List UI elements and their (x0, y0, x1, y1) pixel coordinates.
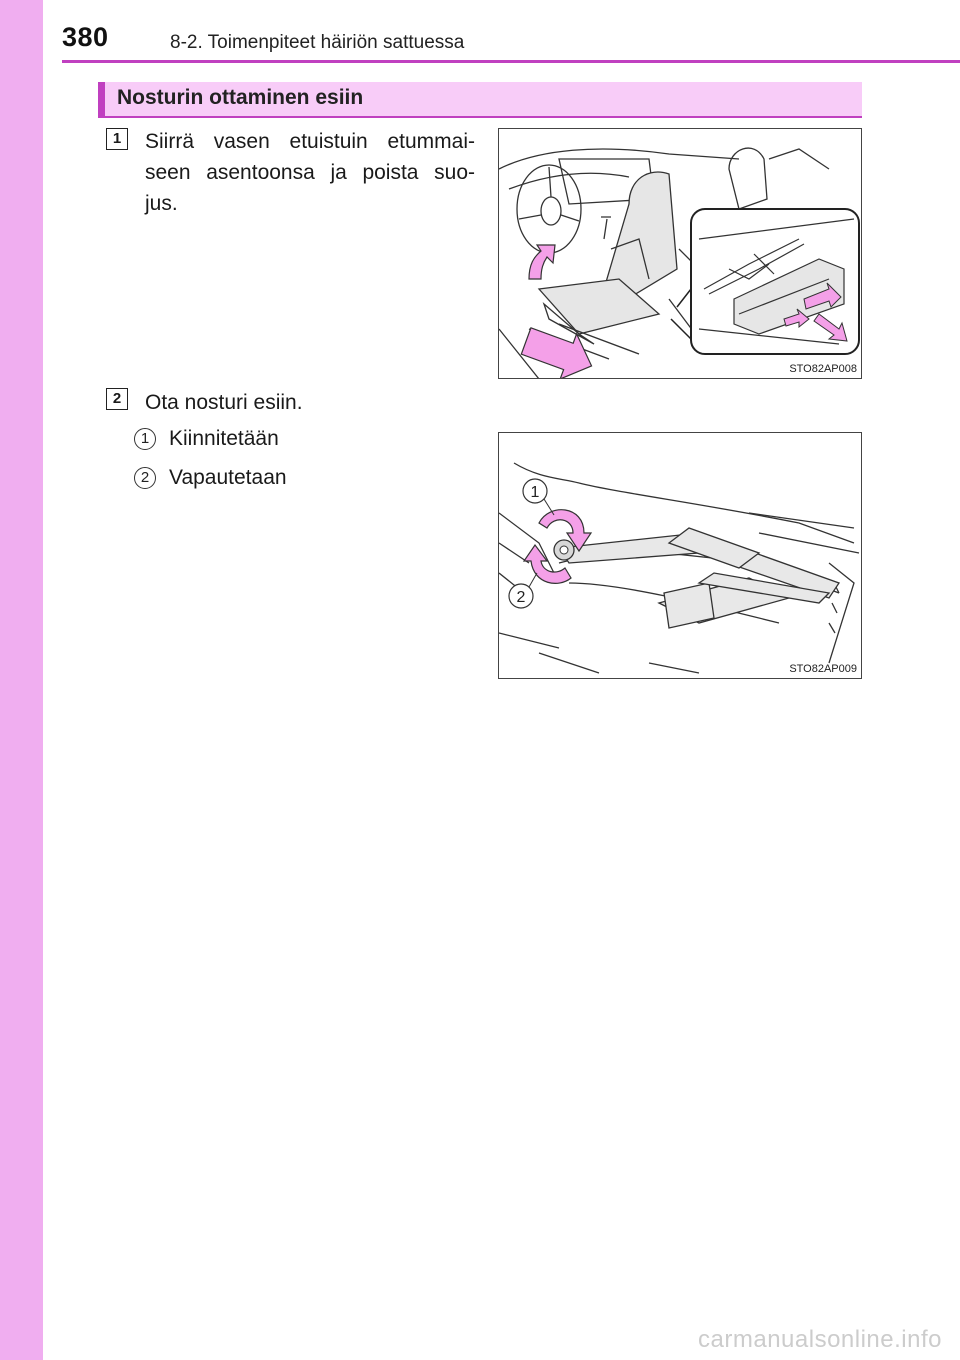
page-number: 380 (62, 22, 109, 52)
step-1-line-2: seen asentoonsa ja poista suo- (145, 161, 475, 184)
figure-2-code: STO82AP009 (789, 663, 857, 675)
jack-illustration (499, 433, 862, 679)
callout-1: 1 (530, 484, 540, 501)
chapter-title: 8-2. Toimenpiteet häiriön sattuessa (170, 32, 465, 53)
header-rule (62, 60, 960, 63)
step-1-badge: 1 (106, 128, 128, 150)
step-1-line-3: jus. (145, 192, 178, 215)
figure-seat-and-jack-cover (498, 128, 862, 379)
section-title: Nosturin ottaminen esiin (117, 86, 364, 109)
sub-item-1-number: 1 (134, 428, 156, 450)
sub-item-1-label: Kiinnitetään (169, 427, 279, 450)
figure-jack-removal (498, 432, 862, 679)
step-2-text: Ota nosturi esiin. (145, 391, 303, 414)
step-2-badge: 2 (106, 388, 128, 410)
section-header (98, 82, 862, 118)
step-1-text (145, 126, 475, 219)
side-color-strip (0, 0, 43, 1360)
callout-2: 2 (516, 589, 526, 606)
figure-1-code: STO82AP008 (789, 363, 857, 375)
step-1-line-1: Siirrä vasen etuistuin etummai- (145, 130, 475, 153)
seat-illustration (499, 129, 862, 379)
footer-watermark[interactable]: carmanualsonline.info (698, 1326, 942, 1353)
sub-item-2-number: 2 (134, 467, 156, 489)
sub-item-2-label: Vapautetaan (169, 466, 287, 489)
